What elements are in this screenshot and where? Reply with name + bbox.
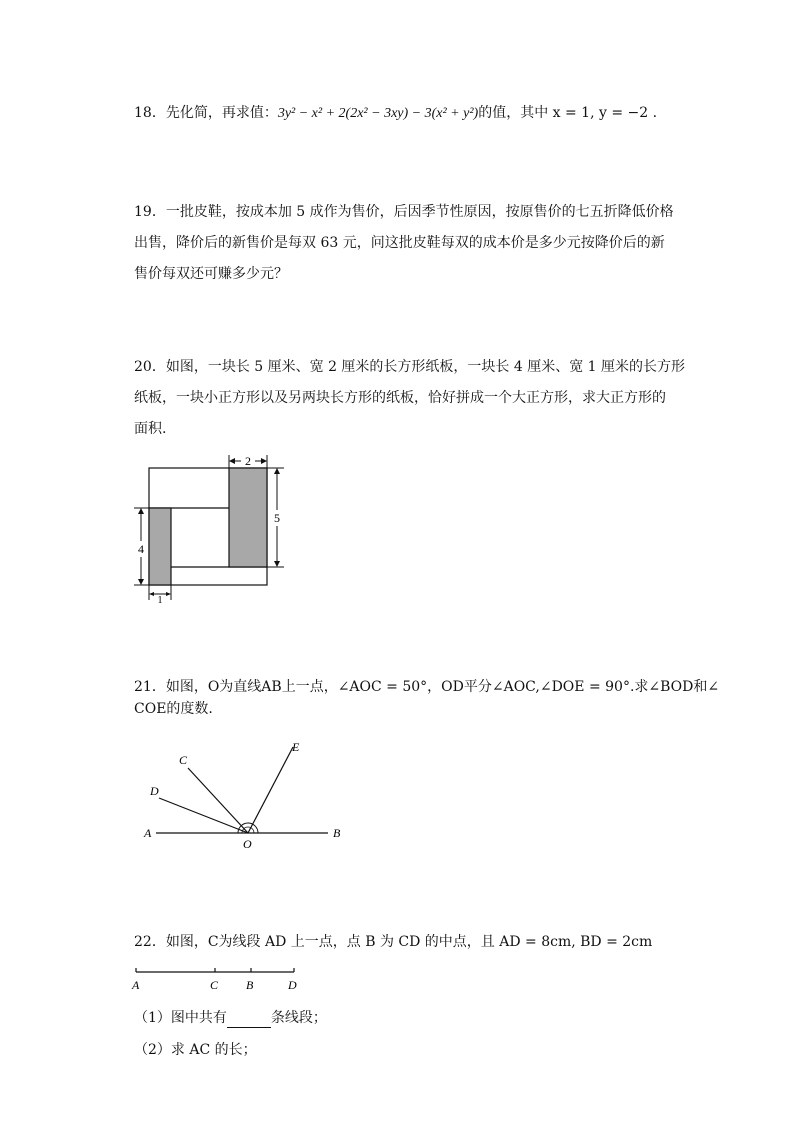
q22-line: 22．如图，C为线段 AD 上一点，点 B 为 CD 的中点，且 AD = 8cm, BD = 2cm [134,934,653,950]
q20-line-3: 面积. [134,421,167,437]
q21-angle-figure [130,735,360,855]
label-B: B [333,826,341,840]
q22-part1-before: （1）图中共有 [134,1010,227,1026]
q18-expression: 3y² − x² + 2(2x² − 3xy) − 3(x² + y²) [277,106,479,121]
shaded-rect-5x2 [229,468,267,567]
q20-line-1: 20．如图，一块长 5 厘米、宽 2 厘米的长方形纸板，一块长 4 厘米、宽 1 厘米的长方形 [134,359,686,375]
angle-arc [238,823,258,833]
q22-part-2: （2）求 AC 的长； [134,1042,257,1058]
dim-label-4: 4 [138,542,144,556]
ray-OC [188,768,248,833]
q19-line-3: 售价每双还可赚多少元？ [134,266,288,282]
seg-label-A: A [132,978,140,992]
label-C: C [179,753,188,767]
label-D: D [150,784,159,798]
dim-label-2: 2 [245,454,251,468]
label-O: O [243,837,252,851]
dim-label-1: 1 [157,595,163,605]
ray-OE [248,747,293,833]
q18-prefix: 18．先化简，再求值： [134,105,278,121]
answer-blank[interactable] [227,1013,271,1028]
seg-label-C: C [210,978,219,992]
q18-line [134,103,657,124]
q18-suffix: 的值，其中 x = 1, y = −2 . [478,105,658,121]
q21-line-2: COE的度数. [134,701,213,717]
seg-label-D: D [288,978,297,992]
shaded-rect-4x1 [149,508,171,585]
q19-line-2: 出售，降价后的新售价是每双 63 元，问这批皮鞋每双的成本价是多少元按降价后的新 [134,235,665,251]
q22-part1-after: 条线段； [270,1010,327,1026]
dim-label-5: 5 [274,511,280,525]
seg-label-B: B [246,978,254,992]
ray-OD [159,798,248,833]
q20-rectangle-figure [128,450,298,605]
q21-line-1: 21．如图，O为直线AB上一点，∠AOC = 50°，OD平分∠AOC,∠DOE = 90°.求∠BOD和∠ [134,679,720,695]
q20-line-2: 纸板，一块小正方形以及另两块长方形的纸板，恰好拼成一个大正方形，求大正方形的 [134,390,666,406]
q22-part-1 [134,1008,327,1028]
q22-segment-figure [128,962,308,994]
label-E: E [292,740,300,754]
label-A: A [144,826,152,840]
q19-line-1: 19．一批皮鞋，按成本加 5 成作为售价，后因季节性原因，按原售价的七五折降低价格 [134,204,674,220]
